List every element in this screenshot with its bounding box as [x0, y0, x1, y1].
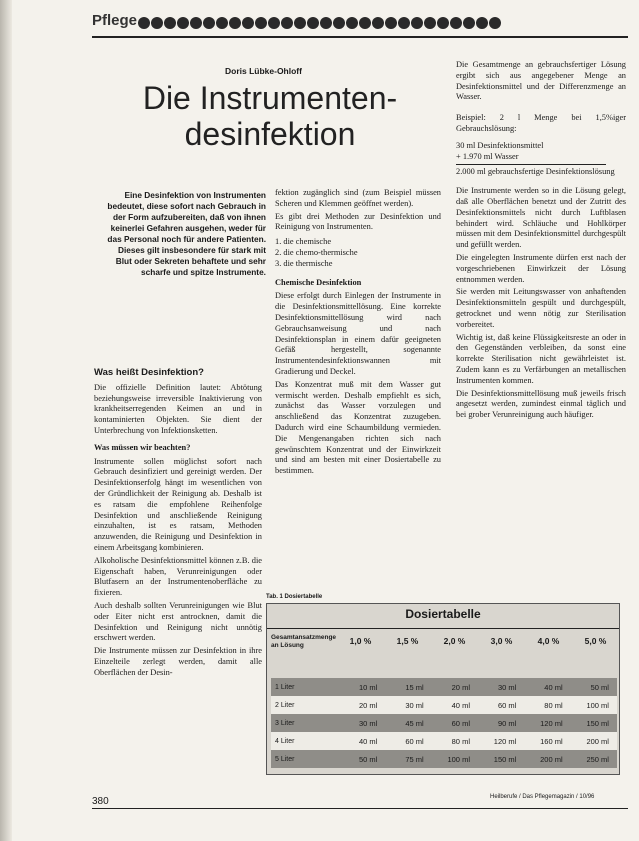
- table-cell: 30 ml: [358, 718, 378, 728]
- paragraph: Alkoholische Desinfektionsmittel können z.B. die Eigenschaft haben, Verunreinigungen oder Blutfasern an der Instrumentenoberfläche zu fixieren.: [94, 555, 262, 598]
- table-row-label: 1 Liter: [275, 683, 295, 691]
- table-column-header: 1,5 %: [396, 636, 419, 646]
- table-cell: 30 ml: [405, 700, 424, 710]
- table-cell: 80 ml: [544, 700, 563, 710]
- lead-paragraph: Eine Desinfektion von Instrumenten bedeutet, diese sofort nach Gebrauch in der Form aufzubereiten, daß von ihnen keinerlei Gefahren ausgehen, weder für das Personal noch für andere Patienten. Dieses gilt insbesondere für stark mit Blut oder Sekreten behaftete und sehr scharfe und spitze Instrumente.: [107, 190, 266, 277]
- paragraph: Die Instrumente müssen zur Desinfektion in ihre Einzelteile zerlegt werden, damit alle Oberflächen der Desin-: [94, 646, 262, 677]
- header-dot: [450, 17, 462, 29]
- table-cell: 60 ml: [451, 718, 470, 728]
- header-dot: [385, 17, 397, 29]
- table-row: [271, 750, 617, 768]
- header-dot: [216, 17, 228, 29]
- paragraph: Diese erfolgt durch Einlegen der Instrumente in die Desinfektionsmittellösung. Eine korrekte Desinfektionsmittellösung wird nach Gebrauchsanweisung und nach Desinfektionsplan in einem dafür geeigneten Gefäß hergestellt, sogenannte Instrumentendesinfektionswannen mit Gradierung und Deckel.: [275, 291, 441, 376]
- header-dot: [138, 17, 150, 29]
- header-dot: [177, 17, 189, 29]
- paragraph: Es gibt drei Methoden zur Desinfektion und Reinigung von Instrumenten.: [275, 211, 441, 232]
- paragraph: Auch deshalb sollten Verunreinigungen wie Blut oder Eiter nicht erst antrocknen, damit die Desinfektion und Reinigung nicht unnötig erschwert werden.: [94, 600, 262, 643]
- paragraph: Die Instrumente werden so in die Lösung gelegt, daß alle Oberflächen benetzt und der Zutritt des Desinfektionsmittels nicht durch Luftblasen behindert wird. Schläuche und Hohlkörper müssen mit dem Desinfektionsmittel durchgespült und gefüllt werden.: [456, 186, 626, 250]
- author-name: Doris Lübke-Ohloff: [225, 66, 302, 76]
- table-cell: 200 ml: [540, 754, 563, 764]
- table-cell: 20 ml: [451, 682, 470, 692]
- table-cell: 100 ml: [447, 754, 470, 764]
- table-column-header: 5,0 %: [584, 636, 607, 646]
- header-dot: [242, 17, 254, 29]
- header-dot: [164, 17, 176, 29]
- table-cell: 30 ml: [497, 682, 517, 692]
- paragraph: Wichtig ist, daß keine Flüssigkeitsreste an oder in den Gegenständen verbleiben, da sonst eine korrekte Sterilisation nicht gewährleistet ist. Zudem kann es zu Verfärbungen an metallischen Instrumenten kommen.: [456, 332, 626, 385]
- paragraph: Die Desinfektionsmittellösung muß jeweils frisch angesetzt werden, zumindest einmal täglich und bei grober Verunreinigung auch häufiger.: [456, 388, 626, 420]
- page-number: 380: [92, 796, 109, 807]
- table-cell: 100 ml: [586, 700, 609, 710]
- header-dot: [333, 17, 345, 29]
- table-cell: 15 ml: [405, 682, 424, 692]
- list-item: 3. die thermische: [275, 258, 333, 268]
- table-cell: 150 ml: [493, 754, 517, 764]
- paragraph: Instrumente sollen möglichst sofort nach Gebrauch desinfiziert und gereinigt werden. Der Desinfektionserfolg hängt im wesentlichen von der Gründlichkeit der Reinigung ab. Deshalb ist es ratsam die empfohlene Reihenfolge Desinfektion und anschließende Reinigung einzuhalten, ist es ratsam, Methoden anzuwenden, die Reinigung und Desinfektion in einem Arbeitsgang kombinieren.: [94, 456, 262, 552]
- table-cell: 45 ml: [405, 718, 424, 728]
- table-cell: 75 ml: [405, 754, 424, 764]
- paragraph: Die Gesamtmenge an gebrauchsfertiger Lösung ergibt sich aus angegebener Menge an Desinfektionsmittel und der Differenzmenge an Wasser.: [456, 60, 626, 102]
- heading-chemische-desinfektion: Chemische Desinfektion: [275, 277, 362, 287]
- table-cell: 90 ml: [497, 718, 517, 728]
- header-dot: [151, 17, 163, 29]
- table-cell: 50 ml: [590, 682, 609, 692]
- table-row: [271, 714, 617, 732]
- header-dot: [437, 17, 449, 29]
- table-row-label: 2 Liter: [275, 701, 295, 709]
- table-cell: 120 ml: [493, 736, 517, 746]
- header-dot: [255, 17, 267, 29]
- header-dot: [190, 17, 202, 29]
- table-cell: 200 ml: [586, 736, 609, 746]
- table-cell: 60 ml: [497, 700, 517, 710]
- table-cell: 80 ml: [451, 736, 470, 746]
- table-title-rule: [267, 628, 619, 629]
- table-cell: 120 ml: [540, 718, 563, 728]
- table-title: Dosiertabelle: [405, 607, 481, 621]
- table-cell: 60 ml: [405, 736, 424, 746]
- calc-line: 30 ml Desinfektionsmittel: [456, 140, 544, 150]
- table-row-label: 3 Liter: [275, 719, 295, 727]
- table-body: [271, 678, 617, 768]
- method-list: [275, 237, 441, 269]
- table-cell: 250 ml: [586, 754, 609, 764]
- table-cell: 40 ml: [544, 682, 563, 692]
- paragraph: Die eingelegten Instrumente dürfen erst nach der vorgeschriebenen Einwirkzeit der Lösung entnommen werden.: [456, 252, 626, 284]
- table-column-header: 3,0 %: [490, 636, 513, 646]
- source-line: Heilberufe / Das Pflegemagazin / 10/96: [490, 794, 595, 800]
- header-rule: [92, 36, 628, 38]
- header-dot: [398, 17, 410, 29]
- header-dot: [268, 17, 280, 29]
- paragraph: Sie werden mit Leitungswasser von anhaftenden Desinfektionsmitteln gespült und durchgespült, getrocknet und wenn nötig zur Sterilisation vorbereitet.: [456, 287, 626, 329]
- header-dot: [476, 17, 488, 29]
- paragraph: Die offizielle Definition lautet: Abtötung beziehungsweise irreversible Inaktivierung von krankheitserregenden Keimen an und in kontaminierten Objekten. Sie dient der Unterbrechung von Infektionsketten.: [94, 382, 262, 435]
- header-dot: [424, 17, 436, 29]
- calc-intro: Beispiel: 2 l Menge bei 1,5%iger Gebrauchslösung:: [456, 113, 626, 133]
- header-dot: [463, 17, 475, 29]
- heading-definition: Was heißt Desinfektion?: [94, 367, 204, 378]
- header-dot-row: [138, 17, 501, 29]
- header-dot: [411, 17, 423, 29]
- middle-column: [275, 188, 441, 479]
- table-cell: 10 ml: [358, 682, 378, 692]
- table-column-header: 4,0 %: [537, 636, 560, 646]
- calc-line: + 1.970 ml Wasser: [456, 151, 519, 161]
- table-cell: 160 ml: [540, 736, 563, 746]
- table-row: [271, 696, 617, 714]
- header-dot: [346, 17, 358, 29]
- article-title-line-2: desinfektion: [184, 116, 356, 152]
- section-label: Pflege: [92, 12, 138, 29]
- table-cell: 50 ml: [358, 754, 378, 764]
- table-cell: 40 ml: [451, 700, 470, 710]
- header-dot: [372, 17, 384, 29]
- table-row: [271, 732, 617, 750]
- right-column: [456, 60, 626, 423]
- header-dot: [489, 17, 501, 29]
- footer-rule: [92, 808, 628, 809]
- header-dot: [359, 17, 371, 29]
- table-row: [271, 678, 617, 696]
- paragraph: Das Konzentrat muß mit dem Wasser gut vermischt werden. Deshalb empfiehlt es sich, zunächst das Wasser vorzulegen und anschließend das Konzentrat zuzugeben. Dadurch wird eine Schaumbildung vermieden. Die Mengenangaben richten sich nach gewünschtem Konzentrat und der Einwirkzeit und sind am besten mit einer Dosiertabelle zu bestimmen.: [275, 379, 441, 476]
- table-row-header: Gesamtansatzmenge an Lösung: [271, 634, 337, 649]
- calc-result: 2.000 ml gebrauchsfertige Desinfektionslösung: [456, 167, 615, 177]
- table-cell: 20 ml: [358, 700, 378, 710]
- calculation-example: [456, 113, 626, 178]
- subheading-beachten: Was müssen wir beachten?: [94, 442, 191, 452]
- header-dot: [294, 17, 306, 29]
- header-dot: [229, 17, 241, 29]
- header-dot: [203, 17, 215, 29]
- section-header: [88, 8, 638, 34]
- table-row-label: 5 Liter: [275, 755, 295, 763]
- article-title-line-1: Die Instrumenten-: [142, 80, 398, 116]
- header-dot: [320, 17, 332, 29]
- table-column-header: 2,0 %: [443, 636, 466, 646]
- paragraph: fektion zugänglich sind (zum Beispiel müssen Scheren und Klemmen geöffnet werden).: [275, 188, 441, 208]
- calc-sum-rule: [456, 164, 606, 165]
- header-dot: [307, 17, 319, 29]
- table-cell: 150 ml: [586, 718, 609, 728]
- table-row-label: 4 Liter: [275, 737, 295, 745]
- dosing-table: [266, 603, 620, 775]
- list-item: 1. die chemische: [275, 237, 332, 247]
- header-dot: [281, 17, 293, 29]
- table-column-headers: [337, 632, 619, 650]
- table-cell: 40 ml: [358, 736, 378, 746]
- page-binding-shadow: [0, 0, 12, 841]
- left-column: [94, 364, 262, 681]
- table-caption: Tab. 1 Dosiertabelle: [266, 594, 323, 600]
- article-title: [120, 80, 420, 152]
- list-item: 2. die chemo-thermische: [275, 247, 358, 257]
- table-column-header: 1,0 %: [349, 636, 372, 646]
